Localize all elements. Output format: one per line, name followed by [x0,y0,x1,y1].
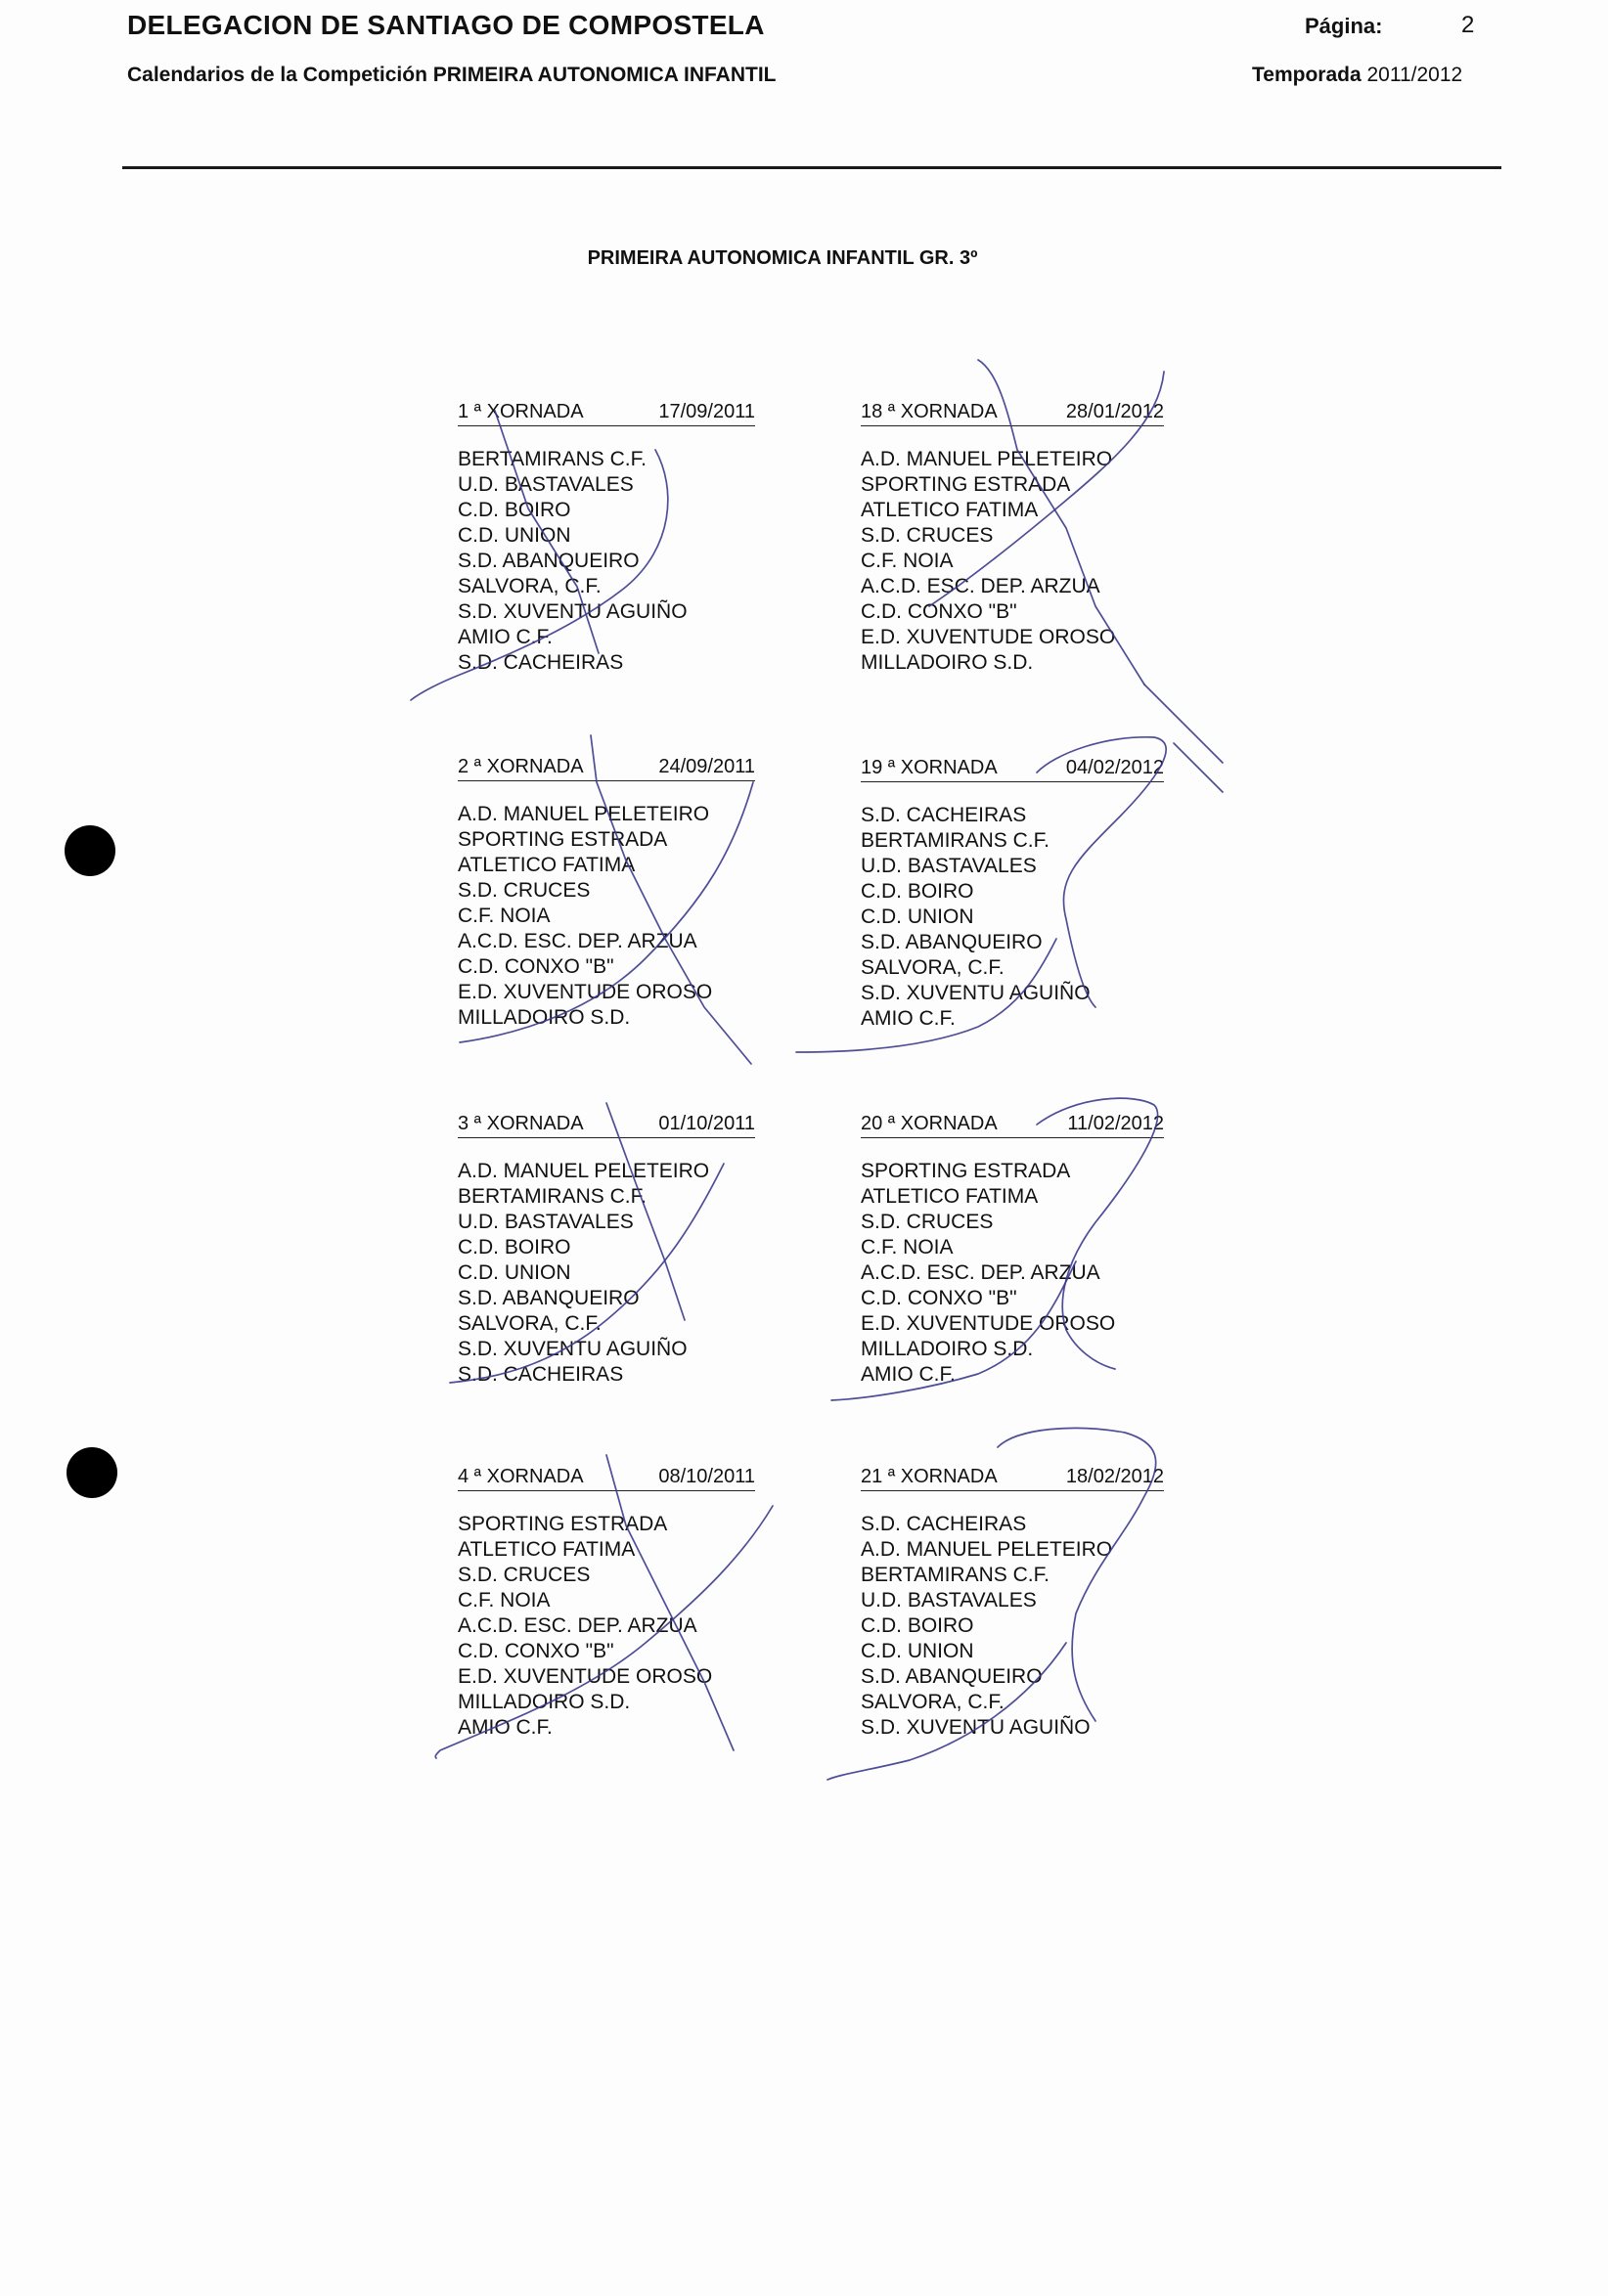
team-name: E.D. XUVENTUDE OROSO [861,1312,1116,1335]
team-name: BERTAMIRANS C.F. [861,1564,1050,1586]
team-name: AMIO C.F. [458,1716,553,1739]
team-name: S.D. CRUCES [861,524,994,547]
team-name: E.D. XUVENTUDE OROSO [458,1665,713,1688]
team-name: C.D. BOIRO [458,499,571,521]
team-name: C.D. UNION [861,905,974,928]
round-21 [861,1464,1164,1741]
round-date: 08/10/2011 [658,1466,755,1487]
punch-hole-bottom [67,1447,117,1498]
team-name: C.D. BOIRO [861,1614,974,1637]
team-name: MILLADOIRO S.D. [861,1338,1034,1360]
team-name: ATLETICO FATIMA [458,1538,636,1561]
round-18 [861,399,1164,676]
team-name: C.D. BOIRO [861,880,974,903]
round-20 [861,1111,1164,1388]
team-name: C.F. NOIA [458,905,551,927]
round-header [861,399,1164,426]
team-name: U.D. BASTAVALES [861,1589,1037,1612]
round-3 [458,1111,755,1388]
round-title: 21 ª XORNADA [861,1466,998,1487]
team-name: AMIO C.F. [861,1363,956,1386]
team-name: SALVORA, C.F. [861,1691,1005,1713]
round-title: 1 ª XORNADA [458,401,584,422]
team-name: A.D. MANUEL PELETEIRO [861,1538,1113,1561]
team-name: U.D. BASTAVALES [458,1211,634,1233]
team-name: C.D. UNION [861,1640,974,1662]
team-name: SALVORA, C.F. [458,1312,602,1335]
round-2 [458,754,755,1031]
round-header [458,1464,755,1491]
team-name: S.D. CACHEIRAS [861,804,1027,826]
round-header [861,1464,1164,1491]
team-name: C.D. UNION [458,1261,571,1284]
team-name: C.D. CONXO "B" [861,1287,1017,1309]
team-name: A.C.D. ESC. DEP. ARZUA [861,575,1100,597]
round-header [458,399,755,426]
team-name: S.D. ABANQUEIRO [861,1665,1043,1688]
team-name: A.C.D. ESC. DEP. ARZUA [458,1614,697,1637]
team-name: C.F. NOIA [861,1236,954,1258]
group-heading: PRIMEIRA AUTONOMICA INFANTIL GR. 3º [587,247,978,269]
round-date: 01/10/2011 [658,1113,755,1134]
round-title: 19 ª XORNADA [861,757,998,778]
round-1 [458,399,755,676]
team-name: S.D. ABANQUEIRO [861,931,1043,953]
team-name: MILLADOIRO S.D. [861,651,1034,674]
team-name: U.D. BASTAVALES [861,855,1037,877]
round-header [458,754,755,781]
team-name: A.C.D. ESC. DEP. ARZUA [458,930,697,952]
team-name: ATLETICO FATIMA [458,854,636,876]
team-name: S.D. ABANQUEIRO [458,550,640,572]
round-title: 4 ª XORNADA [458,1466,584,1487]
round-date: 28/01/2012 [1065,401,1164,422]
season [1252,64,1462,87]
team-name: SALVORA, C.F. [861,956,1005,979]
team-name: S.D. XUVENTU AGUIÑO [458,600,688,623]
team-name: C.F. NOIA [861,550,954,572]
team-name: E.D. XUVENTUDE OROSO [458,981,713,1003]
team-name: C.D. CONXO "B" [458,955,614,978]
team-name: S.D. XUVENTU AGUIÑO [861,982,1091,1004]
team-name: C.D. UNION [458,524,571,547]
team-name: AMIO C.F. [861,1007,956,1030]
team-name: ATLETICO FATIMA [861,499,1039,521]
team-name: S.D. CRUCES [458,879,591,902]
team-name: S.D. CRUCES [861,1211,994,1233]
team-name: SPORTING ESTRADA [458,828,668,851]
punch-hole-top [65,825,115,876]
round-date: 17/09/2011 [658,401,755,422]
team-name: S.D. CACHEIRAS [458,1363,624,1386]
team-name: S.D. CACHEIRAS [861,1513,1027,1535]
round-date: 24/09/2011 [658,756,755,777]
team-name: A.D. MANUEL PELETEIRO [458,803,710,825]
round-title: 20 ª XORNADA [861,1113,998,1134]
team-name: AMIO C.F. [458,626,553,648]
round-19 [861,755,1164,1032]
team-name: C.F. NOIA [458,1589,551,1612]
round-date: 18/02/2012 [1065,1466,1164,1487]
team-name: E.D. XUVENTUDE OROSO [861,626,1116,648]
team-name: S.D. XUVENTU AGUIÑO [861,1716,1091,1739]
team-name: SPORTING ESTRADA [861,1160,1071,1182]
team-name: A.D. MANUEL PELETEIRO [861,448,1113,470]
team-name: U.D. BASTAVALES [458,473,634,496]
team-name: S.D. CACHEIRAS [458,651,624,674]
competition-subtitle: Calendarios de la Competición PRIMEIRA AUTONOMICA INFANTIL [127,64,777,86]
page-label: Página: [1305,14,1383,38]
page-number: 2 [1461,12,1475,38]
team-name: SALVORA, C.F. [458,575,602,597]
team-name: A.D. MANUEL PELETEIRO [458,1160,710,1182]
season-value: 2011/2012 [1366,64,1463,86]
team-name: C.D. CONXO "B" [861,600,1017,623]
round-date: 04/02/2012 [1065,757,1164,778]
team-name: ATLETICO FATIMA [861,1185,1039,1208]
round-title: 3 ª XORNADA [458,1113,584,1134]
team-name: SPORTING ESTRADA [458,1513,668,1535]
team-name: C.D. CONXO "B" [458,1640,614,1662]
team-name: S.D. XUVENTU AGUIÑO [458,1338,688,1360]
round-date: 11/02/2012 [1067,1113,1164,1134]
header-divider [122,166,1501,169]
round-header [458,1111,755,1138]
team-name: S.D. ABANQUEIRO [458,1287,640,1309]
round-header [861,755,1164,782]
team-name: BERTAMIRANS C.F. [458,1185,647,1208]
document-title: DELEGACION DE SANTIAGO DE COMPOSTELA [127,10,765,40]
season-label: Temporada [1252,64,1362,86]
round-title: 18 ª XORNADA [861,401,998,422]
team-name: MILLADOIRO S.D. [458,1691,631,1713]
round-4 [458,1464,755,1741]
team-name: BERTAMIRANS C.F. [861,829,1050,852]
team-name: SPORTING ESTRADA [861,473,1071,496]
team-name: A.C.D. ESC. DEP. ARZUA [861,1261,1100,1284]
team-name: C.D. BOIRO [458,1236,571,1258]
team-name: MILLADOIRO S.D. [458,1006,631,1029]
team-name: BERTAMIRANS C.F. [458,448,647,470]
round-title: 2 ª XORNADA [458,756,584,777]
round-header [861,1111,1164,1138]
team-name: S.D. CRUCES [458,1564,591,1586]
